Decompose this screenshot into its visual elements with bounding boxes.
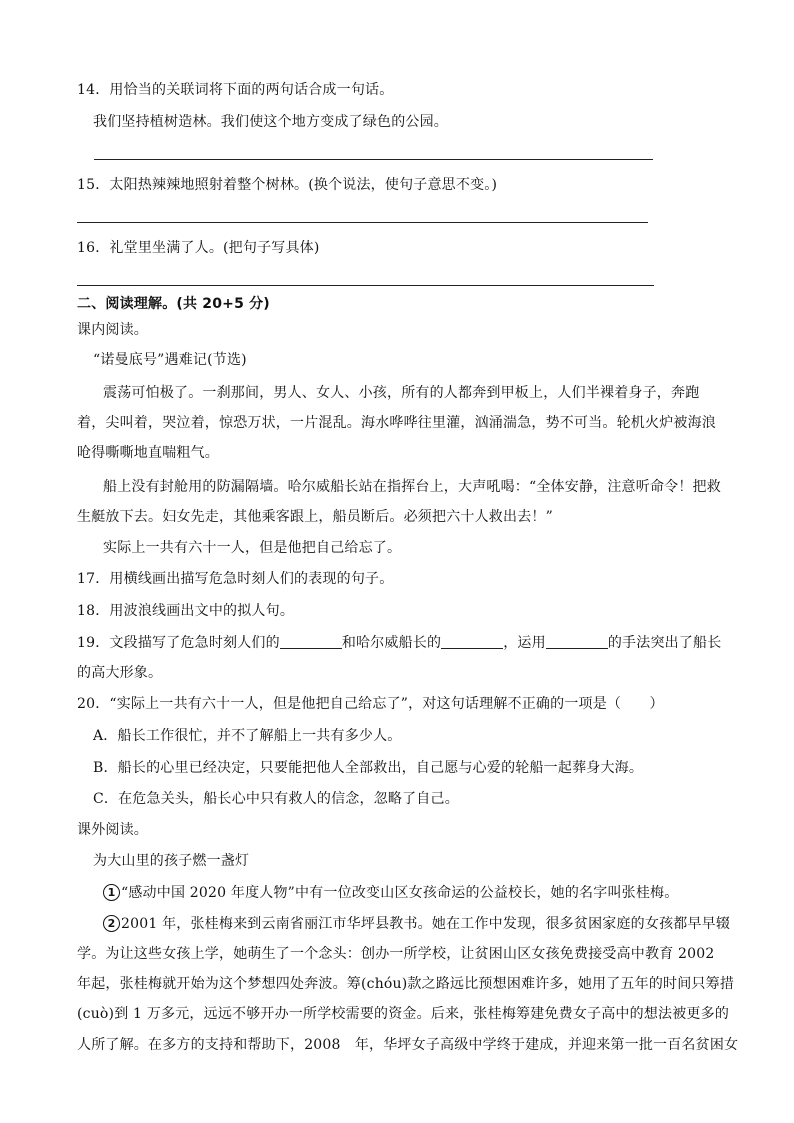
passage1-p2-line1: 船上没有封舱用的防漏隔墙。哈尔威船长站在指挥台上，大声吼喝：“全体安静，注意听命令！把救 bbox=[103, 479, 721, 495]
q20-option-c[interactable]: C．在危急关头，船长心中只有救人的信念，忽略了自己。 bbox=[93, 791, 459, 807]
passage1-title: “诺曼底号”遇难记(节选) bbox=[93, 352, 247, 368]
q14-text: 我们坚持植树造林。我们使这个地方变成了绿色的公园。 bbox=[93, 114, 448, 130]
passage1-p1-line2: 着，尖叫着，哭泣着，惊恐万状，一片混乱。海水哗哗往里灌，汹涌湍急，势不可当。轮机火炉被海浪 bbox=[77, 415, 716, 431]
q20-stem: 20．“实际上一共有六十一人，但是他把自己给忘了”，对这句话理解不正确的一项是（ ） bbox=[77, 696, 664, 712]
section-heading: 二、阅读理解。(共 20+5 分) bbox=[77, 296, 270, 312]
q16-stem: 16．礼堂里坐满了人。(把句子写具体) bbox=[77, 240, 320, 256]
q19-blank-1[interactable] bbox=[280, 634, 342, 649]
q19-blank-3[interactable] bbox=[546, 634, 608, 649]
q16-answer-line[interactable] bbox=[77, 285, 654, 286]
passage2-p2-line2: 学。为让这些女孩上学，她萌生了一个念头：创办一所学校，让贫困山区女孩免费接受高中教育 2002 bbox=[77, 946, 715, 962]
q20-option-a[interactable]: A．船长工作很忙，并不了解船上一共有多少人。 bbox=[93, 728, 402, 744]
passage2-p2-line4: (cuò)到 1 万多元，远远不够开办一所学校需要的资金。后来，张桂梅筹建免费女子高中的想法被更多的 bbox=[77, 1006, 730, 1022]
passage1-p3: 实际上一共有六十一人，但是他把自己给忘了。 bbox=[103, 540, 402, 556]
q15-answer-line[interactable] bbox=[77, 222, 648, 223]
q15-stem: 15．太阳热辣辣地照射着整个树林。(换个说法，使句子意思不变。) bbox=[77, 177, 498, 193]
passage1-p1-line1: 震荡可怕极了。一刹那间，男人、女人、小孩，所有的人都奔到甲板上，人们半裸着身子，奔跑 bbox=[103, 385, 700, 401]
passage2-p1-text: “感动中国 2020 年度人物”中有一位改变山区女孩命运的公益校长，她的名字叫张桂梅。 bbox=[121, 885, 679, 901]
q19-blank-2[interactable] bbox=[441, 634, 503, 649]
passage2-p2-line3: 年起，张桂梅就开始为这个梦想四处奔波。筹(chóu)款之路远比预想困难许多，她用了五年的时间只筹措 bbox=[77, 976, 735, 992]
passage1-p1-line3: 呛得嘶嘶地直喘粗气。 bbox=[77, 445, 219, 461]
q18-stem: 18．用波浪线画出文中的拟人句。 bbox=[77, 603, 295, 619]
q19-part-d: 的手法突出了船长 bbox=[607, 635, 722, 651]
passage2-p2-line1 bbox=[103, 914, 730, 934]
q19-part-a: 19．文段描写了危急时刻人们的 bbox=[77, 635, 280, 651]
q20-option-b[interactable]: B．船长的心里已经决定，只要能把他人全部救出，自己愿与心爱的轮船一起葬身大海。 bbox=[93, 760, 644, 776]
passage1-p2-line2: 生艇放下去。妇女先走，其他乘客跟上，船员断后。必须把六十人救出去！” bbox=[77, 509, 553, 525]
q14-answer-line[interactable] bbox=[94, 159, 653, 160]
out-class-reading-label: 课外阅读。 bbox=[77, 822, 148, 838]
q14-stem: 14．用恰当的关联词将下面的两句话合成一句话。 bbox=[77, 82, 394, 98]
q19-line2: 的高大形象。 bbox=[77, 665, 163, 681]
q19-line1 bbox=[77, 633, 721, 653]
passage2-p2-line1-text: 2001 年，张桂梅来到云南省丽江市华坪县教书。她在工作中发现，很多贫困家庭的女孩都早早辍 bbox=[121, 916, 731, 932]
passage2-p2-line5: 人所了解。在多方的支持和帮助下，2008 年，华坪女子高级中学终于建成，并迎来第一批一百名贫困女 bbox=[77, 1037, 739, 1053]
q19-part-b: 和哈尔威船长的 bbox=[341, 635, 442, 651]
paragraph-number-1: 1 bbox=[103, 884, 120, 901]
in-class-reading-label: 课内阅读。 bbox=[77, 322, 148, 338]
paragraph-number-2: 2 bbox=[103, 915, 120, 932]
q17-stem: 17．用横线画出描写危急时刻人们的表现的句子。 bbox=[77, 571, 394, 587]
q19-part-c: ，运用 bbox=[503, 635, 546, 651]
passage2-p1 bbox=[103, 883, 678, 903]
passage2-title: 为大山里的孩子燃一盏灯 bbox=[93, 853, 250, 869]
